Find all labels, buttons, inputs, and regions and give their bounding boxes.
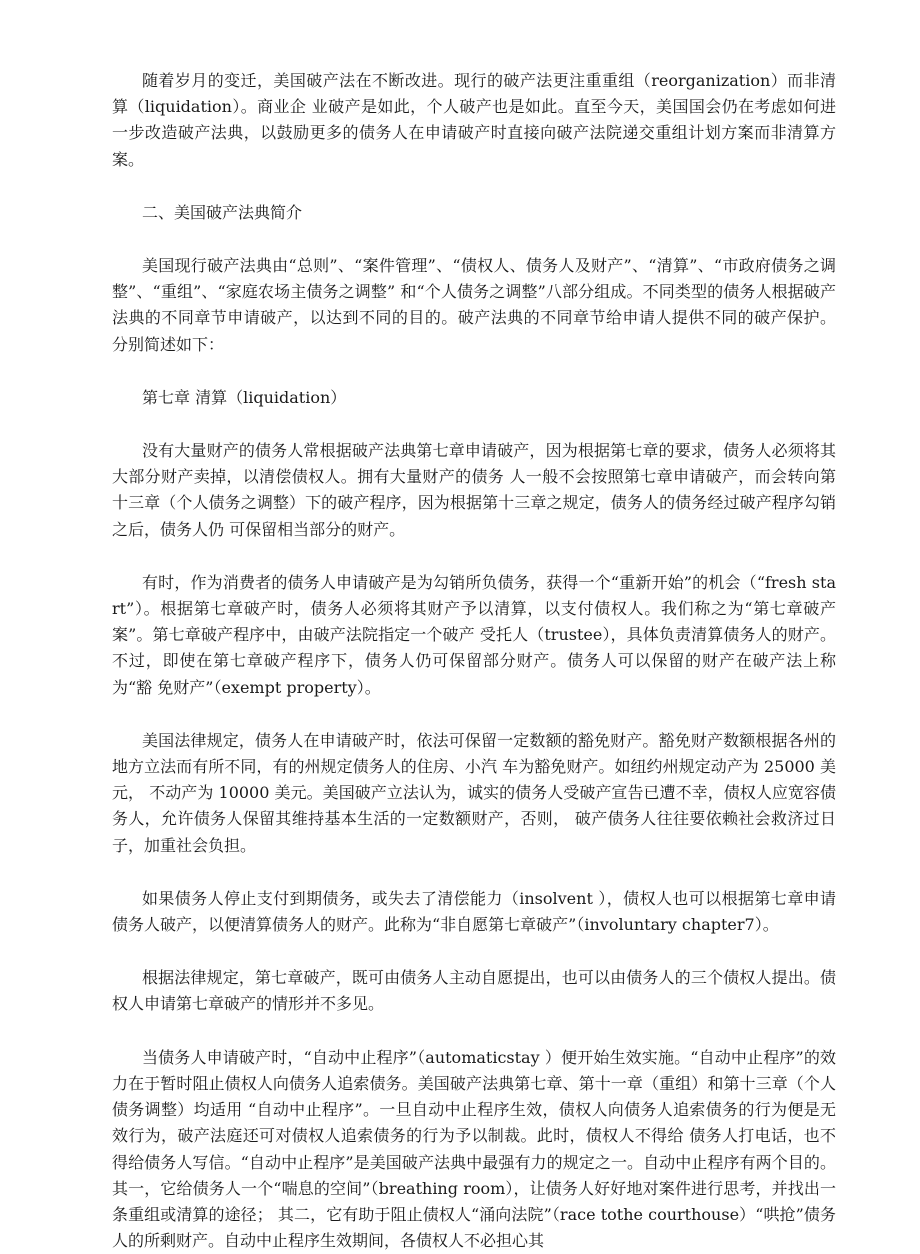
paragraph-filing-parties: 根据法律规定，第七章破产，既可由债务人主动自愿提出，也可以由债务人的三个债权人提出。债权人申请第七章破产的情形并不多见。 <box>112 968 836 1014</box>
section-heading-code-intro: 二、美国破产法典简介 <box>142 202 303 222</box>
paragraph-fresh-start: 有时，作为消费者的债务人申请破产是为勾销所负债务，获得一个“重新开始”的机会（“fresh start”）。根据第七章破产时，债务人必须将其财产予以清算，以支付债权人。我们称之为“第七章破产案”。第七章破产程序中，由破产法院指定一个破产 受托人（trustee），具体负责清算债务人的财产。不过，即使在第七章破产程序下，债务人仍可保留部分财产。债务人可以保留的财产在破产法上称为“豁 免财产”（exempt property）。 <box>112 572 836 697</box>
paragraph-automatic-stay: 当债务人申请破产时，“自动中止程序”（automaticstay ）便开始生效实施。“自动中止程序”的效力在于暂时阻止债权人向债务人追索债务。美国破产法典第七章、第十一章（重组）和第十三章（个人债务调整）均适用 “自动中止程序”。一旦自动中止程序生效，债权人向债务人追索债务的行为便是无效行为，破产法庭还可对债权人追索债务的行为予以制裁。此时，债权人不得给 债务人打电话，也不得给债务人写信。“自动中止程序”是美国破产法典中最强有力的规定之一。自动中止程序有两个目的。 其一，它给债务人一个“喘息的空间”（breathing room），让债务人好好地对案件进行思考，并找出一条重组或清算的途径； 其二，它有助于阻止债权人“涌向法院”（race tothe courthouse）“哄抢”债务人的所剩财产。自动中止程序生效期间，各债权人不必担心其 <box>112 1047 836 1251</box>
paragraph-exempt-property: 美国法律规定，债务人在申请破产时，依法可保留一定数额的豁免财产。豁免财产数额根据各州的地方立法而有所不同，有的州规定债务人的住房、小汽 车为豁免财产。如纽约州规定动产为 25000 美元， 不动产为 10000 美元。美国破产立法认为，诚实的债务人受破产宣告已遭不幸，债权人应宽容债务人，允许债务人保留其维持基本生活的一定数额财产，否则， 破产债务人往往要依赖社会救济过日子，加重社会负担。 <box>112 730 836 855</box>
paragraph-code-structure: 美国现行破产法典由“总则”、“案件管理”、“债权人、债务人及财产”、“清算”、“市政府债务之调整”、“重组”、“家庭农场主债务之调整” 和“个人债务之调整”八部分组成。不同类型的债务人根据破产法典的不同章节申请破产，以达到不同的目的。破产法典的不同章节给申请人提供不同的破产保护。 分别简述如下： <box>112 256 836 354</box>
chapter-heading-liquidation: 第七章 清算（liquidation） <box>142 387 347 407</box>
paragraph-chapter7-usage: 没有大量财产的债务人常根据破产法典第七章申请破产，因为根据第七章的要求，债务人必须将其大部分财产卖掉，以清偿债权人。拥有大量财产的债务 人一般不会按照第七章申请破产，而会转向第十三章（个人债务之调整）下的破产程序，因为根据第十三章之规定，债务人的债务经过破产程序勾销之后，债务人仍 可保留相当部分的财产。 <box>112 441 836 539</box>
paragraph-involuntary: 如果债务人停止支付到期债务，或失去了清偿能力（insolvent ），债权人也可以根据第七章申请债务人破产，以便清算债务人的财产。此称为“非自愿第七章破产”（involuntary chapter7）。 <box>112 888 836 935</box>
paragraph-reorganization-intro: 随着岁月的变迁，美国破产法在不断改进。现行的破产法更注重重组（reorganization）而非清算（liquidation）。商业企 业破产是如此，个人破产也是如此。直至今天，美国国会仍在考虑如何进一步改造破产法典，以鼓励更多的债务人在申请破产时直接向破产法院递交重组计划方案而非清算方案。 <box>112 71 836 169</box>
